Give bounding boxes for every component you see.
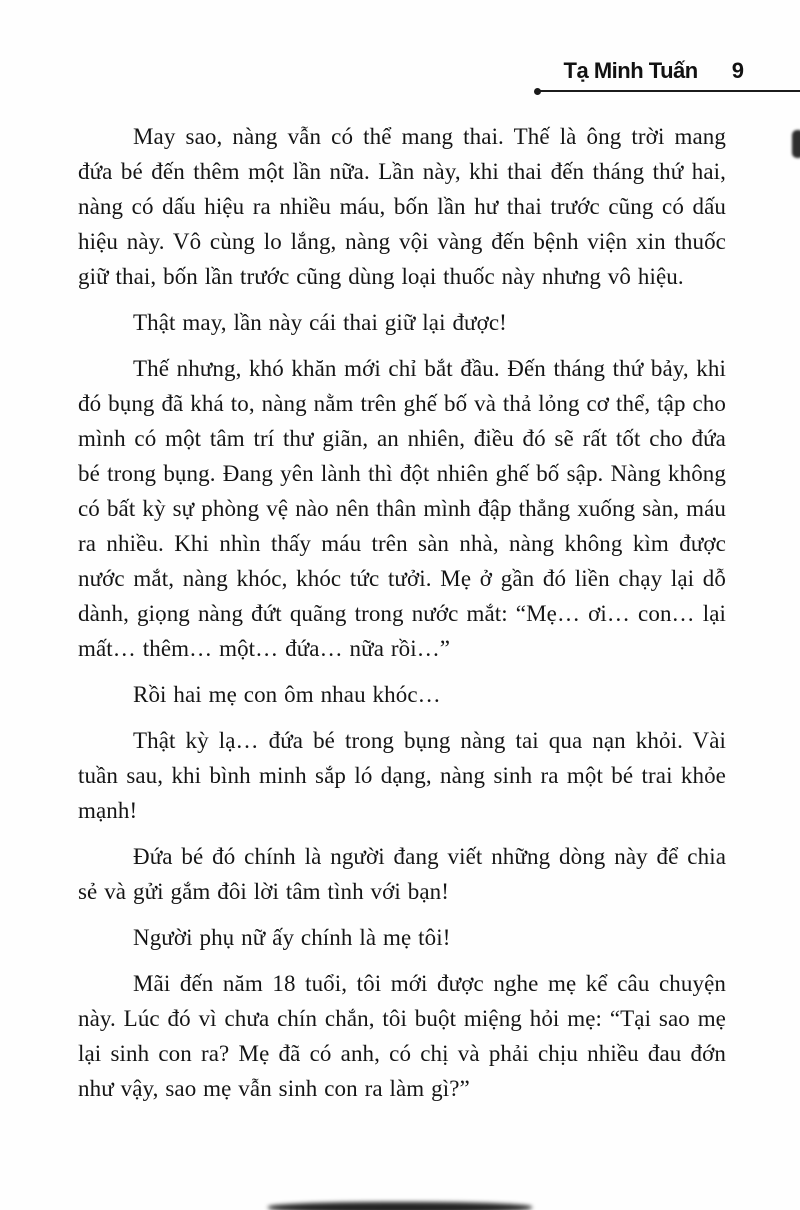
paragraph: Đứa bé đó chính là người đang viết những dòng này để chia sẻ và gửi gắm đôi lời tâm tình với bạn! [78,844,726,904]
page-header [535,58,800,84]
header-author: Tạ Minh Tuấn [563,58,698,83]
header-page-number: 9 [731,58,744,83]
paragraph: Thật kỳ lạ… đứa bé trong bụng nàng tai qua nạn khỏi. Vài tuần sau, khi bình minh sắp ló dạng, nàng sinh ra một bé trai khỏe mạnh! [78,728,726,823]
paragraph: Rồi hai mẹ con ôm nhau khóc… [133,682,441,707]
body-text [78,119,726,1117]
paragraph: May sao, nàng vẫn có thể mang thai. Thế là ông trời mang đứa bé đến thêm một lần nữa. Lần này, khi thai đến tháng thứ hai, nàng có dấu hiệu ra nhiều máu, bốn lần hư thai trước cũng có dấu hiệu này. Vô cùng lo lắng, nàng vội vàng đến bệnh viện xin thuốc giữ thai, bốn lần trước cũng dùng loại thuốc này nhưng vô hiệu. [78,124,726,289]
paragraph: Thế nhưng, khó khăn mới chỉ bắt đầu. Đến tháng thứ bảy, khi đó bụng đã khá to, nàng nằm trên ghế bố và thả lỏng cơ thể, tập cho mình có một tâm trí thư giãn, an nhiên, điều đó sẽ rất tốt cho đứa bé trong bụng. Đang yên lành thì đột nhiên ghế bố sập. Nàng không có bất kỳ sự phòng vệ nào nên thân mình đập thẳng xuống sàn, máu ra nhiều. Khi nhìn thấy máu trên sàn nhà, nàng không kìm được nước mắt, nàng khóc, khóc tức tưởi. Mẹ ở gần đó liền chạy lại dỗ dành, giọng nàng đứt quãng trong nước mắt: “Mẹ… ơi… con… lại mất… thêm… một… đứa… nữa rồi…” [78,356,726,661]
scan-artifact-right [792,130,800,158]
paragraph: Người phụ nữ ấy chính là mẹ tôi! [133,925,451,950]
paragraph: Mãi đến năm 18 tuổi, tôi mới được nghe mẹ kể câu chuyện này. Lúc đó vì chưa chín chắn, tôi buột miệng hỏi mẹ: “Tại sao mẹ lại sinh con ra? Mẹ đã có anh, có chị và phải chịu nhiều đau đớn như vậy, sao mẹ vẫn sinh con ra làm gì?” [78,971,726,1101]
header-rule [536,90,800,92]
scan-artifact-bottom [268,1202,532,1210]
paragraph: Thật may, lần này cái thai giữ lại được! [133,310,507,335]
